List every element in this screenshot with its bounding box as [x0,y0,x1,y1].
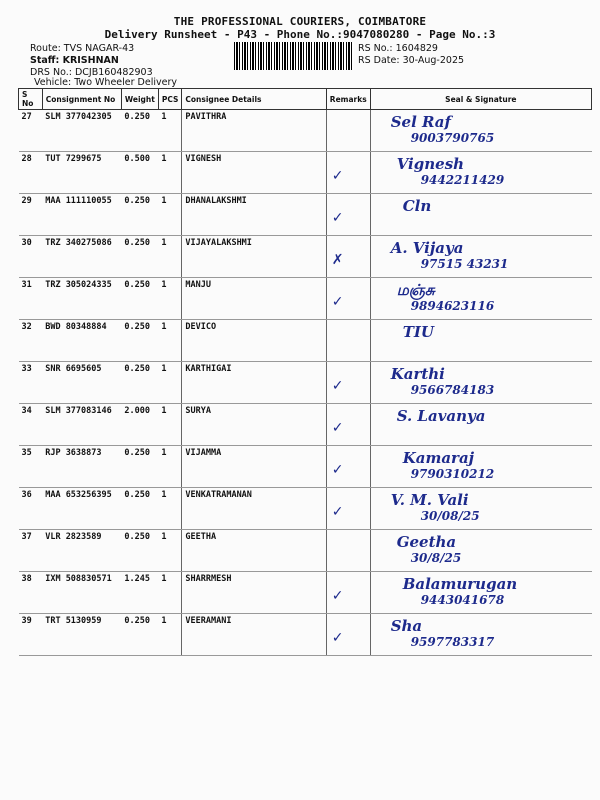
row-remark [326,236,370,278]
remark-check: ✓ [331,294,344,310]
row-consignment: IXM 508830571 [42,572,121,614]
staff-label: Staff: KRISHNAN [30,55,119,66]
row-signature [370,362,591,404]
row-remark [326,572,370,614]
table-row [19,236,592,278]
row-weight: 0.250 [121,530,158,572]
row-sno: 37 [19,530,43,572]
row-consignment: SNR 6695605 [42,362,121,404]
row-sno: 39 [19,614,43,656]
table-row [19,572,592,614]
handwritten-phone: 30/08/25 [420,509,480,523]
row-signature [370,320,591,362]
table-row [19,404,592,446]
remark-check: ✓ [331,378,344,394]
row-consignment: TUT 7299675 [42,152,121,194]
col-remarks: Remarks [326,89,370,110]
table-row [19,446,592,488]
table-row [19,278,592,320]
col-signature: Seal & Signature [370,89,591,110]
handwritten-signature: Geetha [396,533,457,551]
remark-check: ✓ [331,462,344,478]
row-pcs: 1 [158,278,182,320]
row-pcs: 1 [158,236,182,278]
handwritten-signature: TIU [402,323,434,341]
row-sno: 27 [19,110,43,152]
row-consignee: VIGNESH [182,152,326,194]
vehicle-label: Vehicle: Two Wheeler Delivery [34,77,177,88]
row-signature [370,614,591,656]
row-weight: 0.250 [121,446,158,488]
table-row [19,530,592,572]
col-consignment: Consignment No [42,89,121,110]
handwritten-phone: 9003790765 [410,131,495,145]
handwritten-signature: Sel Raf [390,113,451,131]
row-sno: 35 [19,446,43,488]
row-remark [326,110,370,152]
row-weight: 0.250 [121,110,158,152]
row-signature [370,110,591,152]
table-row [19,614,592,656]
handwritten-phone: 9597783317 [410,635,495,649]
row-remark [326,278,370,320]
remark-check: ✓ [331,630,344,646]
remark-check: ✓ [331,504,344,520]
table-row [19,488,592,530]
row-weight: 0.250 [121,320,158,362]
row-remark [326,194,370,236]
col-sno: S No [19,89,43,110]
rs-date: RS Date: 30-Aug-2025 [358,55,465,66]
handwritten-phone: 30/8/25 [410,551,462,565]
handwritten-signature: Sha [390,617,423,635]
row-sno: 29 [19,194,43,236]
row-consignee: VEERAMANI [182,614,326,656]
row-weight: 0.250 [121,488,158,530]
row-pcs: 1 [158,530,182,572]
row-consignee: DEVICO [182,320,326,362]
row-consignee: SHARRMESH [182,572,326,614]
row-remark [326,362,370,404]
table-row [19,362,592,404]
row-sno: 32 [19,320,43,362]
row-pcs: 1 [158,446,182,488]
row-weight: 1.245 [121,572,158,614]
rs-number: RS No.: 1604829 [358,43,438,54]
row-consignment: TRT 5130959 [42,614,121,656]
row-consignee: MANJU [182,278,326,320]
row-sno: 30 [19,236,43,278]
row-weight: 0.500 [121,152,158,194]
row-weight: 0.250 [121,236,158,278]
row-signature [370,278,591,320]
row-weight: 0.250 [121,614,158,656]
barcode [234,42,354,70]
row-weight: 2.000 [121,404,158,446]
row-pcs: 1 [158,404,182,446]
drs-label: DRS No.: DCJB160482903 [30,67,153,78]
remark-check: ✓ [331,588,344,604]
row-consignment: TRZ 340275086 [42,236,121,278]
col-weight: Weight [121,89,158,110]
handwritten-signature: S. Lavanya [396,407,486,425]
row-pcs: 1 [158,194,182,236]
handwritten-signature: Balamurugan [402,575,518,593]
handwritten-phone: 9790310212 [410,467,495,481]
row-pcs: 1 [158,362,182,404]
row-signature [370,530,591,572]
row-signature [370,404,591,446]
handwritten-phone: 97515 43231 [420,257,509,271]
row-consignment: MAA 111110055 [42,194,121,236]
row-weight: 0.250 [121,194,158,236]
handwritten-signature: மஞ்சு [396,281,435,299]
row-consignee: DHANALAKSHMI [182,194,326,236]
row-weight: 0.250 [121,362,158,404]
row-remark [326,530,370,572]
row-signature [370,236,591,278]
table-row [19,152,592,194]
runsheet-subtitle: Delivery Runsheet - P43 - Phone No.:9047080280 - Page No.:3 [104,28,496,41]
handwritten-phone: 9894623116 [410,299,495,313]
handwritten-phone: 9443041678 [420,593,505,607]
col-pcs: PCS [158,89,182,110]
row-remark [326,404,370,446]
row-pcs: 1 [158,488,182,530]
row-pcs: 1 [158,572,182,614]
row-signature [370,488,591,530]
remark-check: ✓ [331,168,344,184]
delivery-table [18,88,592,656]
row-sno: 33 [19,362,43,404]
handwritten-signature: Karthi [390,365,445,383]
row-consignee: GEETHA [182,530,326,572]
row-weight: 0.250 [121,278,158,320]
row-pcs: 1 [158,152,182,194]
handwritten-signature: A. Vijaya [390,239,464,257]
row-sno: 36 [19,488,43,530]
row-sno: 34 [19,404,43,446]
row-pcs: 1 [158,614,182,656]
route-label: Route: TVS NAGAR-43 [30,43,135,54]
remark-check: ✓ [331,210,344,226]
handwritten-phone: 9566784183 [410,383,495,397]
row-consignment: VLR 2823589 [42,530,121,572]
row-sno: 31 [19,278,43,320]
table-row [19,194,592,236]
row-consignment: MAA 653256395 [42,488,121,530]
row-remark [326,320,370,362]
col-consignee: Consignee Details [182,89,326,110]
row-signature [370,572,591,614]
handwritten-signature: Cln [402,197,432,215]
row-consignment: RJP 3638873 [42,446,121,488]
row-consignee: VIJAYALAKSHMI [182,236,326,278]
row-consignee: VENKATRAMANAN [182,488,326,530]
row-consignee: KARTHIGAI [182,362,326,404]
table-row [19,110,592,152]
row-pcs: 1 [158,110,182,152]
table-row [19,320,592,362]
row-sno: 28 [19,152,43,194]
row-remark [326,152,370,194]
row-consignment: SLM 377042305 [42,110,121,152]
row-remark [326,488,370,530]
handwritten-phone: 9442211429 [420,173,505,187]
handwritten-signature: V. M. Vali [390,491,469,509]
row-consignee: PAVITHRA [182,110,326,152]
row-remark [326,446,370,488]
row-remark [326,614,370,656]
company-title: THE PROFESSIONAL COURIERS, COIMBATORE [173,15,427,28]
row-signature [370,446,591,488]
table-header [19,89,592,110]
handwritten-signature: Kamaraj [402,449,475,467]
row-consignment: TRZ 305024335 [42,278,121,320]
row-consignee: VIJAMMA [182,446,326,488]
row-sno: 38 [19,572,43,614]
row-consignment: SLM 377083146 [42,404,121,446]
row-consignment: BWD 80348884 [42,320,121,362]
remark-check: ✗ [331,252,344,268]
row-pcs: 1 [158,320,182,362]
row-signature [370,152,591,194]
remark-check: ✓ [331,420,344,436]
row-signature [370,194,591,236]
handwritten-signature: Vignesh [396,155,465,173]
row-consignee: SURYA [182,404,326,446]
